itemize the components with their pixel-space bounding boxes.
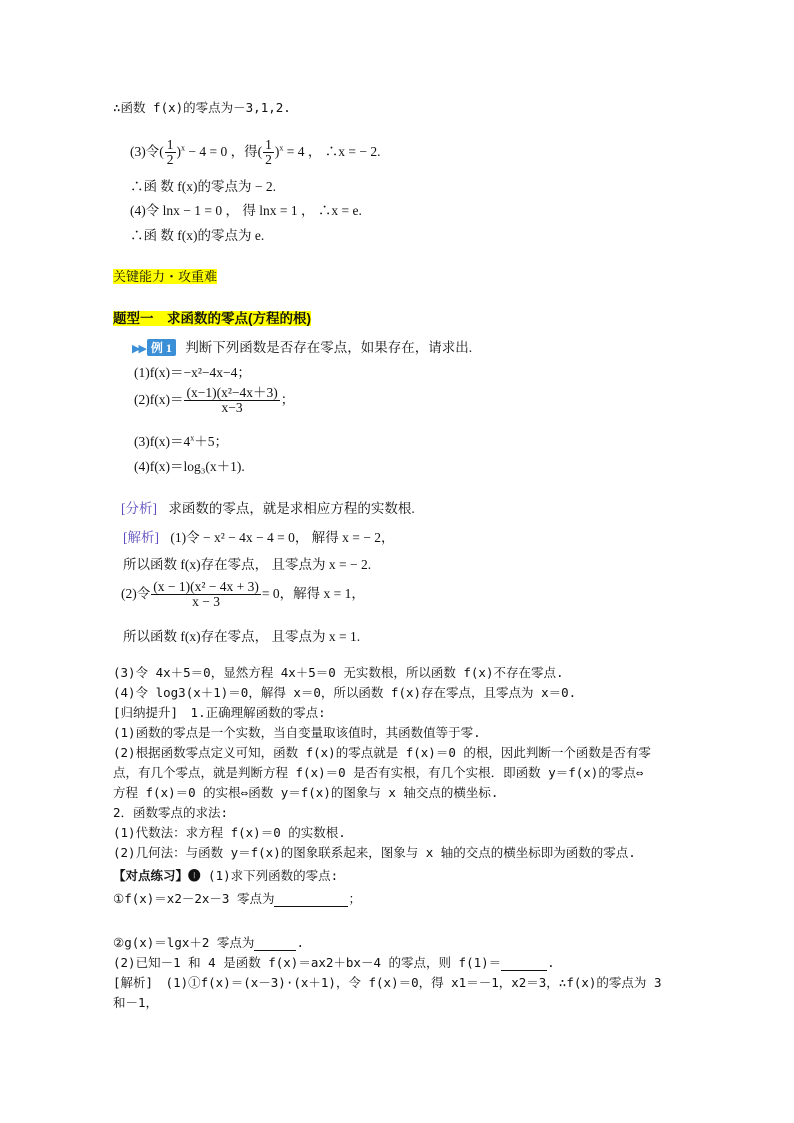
example-f1: (1)f(x)＝−x²−4x−4；	[134, 365, 251, 380]
example-f2: (2)f(x)＝ $\frac{\text{(x−1)(x²−4x＋3)}}{x-3}$ ；	[134, 385, 295, 416]
practice-q3: (2)已知－1 和 4 是函数 f(x)＝ax2＋bx－4 的零点，则 f(1)＝ .	[113, 955, 555, 970]
body-line: (1)代数法：求方程 f(x)＝0 的实数根.	[113, 825, 346, 840]
practice-q2: ②g(x)＝lgx＋2 零点为 .	[113, 935, 304, 950]
body-line: 方程 f(x)＝0 的实根⇔函数 y＝f(x)的图象与 x 轴交点的横坐标.	[113, 785, 499, 800]
roots-conclusion: ∴函数 f(x)的零点为－3,1,2.	[113, 100, 291, 115]
solution-s2: (2)令 $\frac{\text{(x − 1)(x² − 4x + 3)}}{x - 3}$ = 0，解得 x = 1，	[121, 579, 365, 610]
item3-line: (3)令( $\frac{1}{2}$ )$^x$ − 4 = 0 ，得( $\frac{1}{2}$ )$^x$ = 4 ， ∴x = − 2.	[130, 137, 381, 168]
body-line: (4)令 log3(x＋1)＝0，解得 x＝0，所以函数 f(x)存在零点，且零点为 x＝0.	[113, 685, 577, 700]
item3-conclusion: ∴函 数 f(x)的零点为 − 2.	[130, 179, 276, 194]
practice-heading-line: 【对点练习】❶ (1)求下列函数的零点:	[113, 868, 339, 883]
analysis-text: 求函数的零点，就是求相应方程的实数根.	[168, 501, 415, 516]
analysis-line	[121, 497, 415, 517]
example-f3: $(3)f(x)=4^x+5$；	[134, 433, 228, 449]
example-prompt: 判断下列函数是否存在零点，如果存在，请求出.	[185, 340, 473, 355]
item4-line: (4)令 lnx − 1 = 0 ， 得 lnx = 1 ， ∴x = e.	[130, 203, 362, 218]
body-line: 2．函数零点的求法:	[113, 805, 229, 820]
practice-solution-line1: [解析] (1)①f(x)＝(x－3)·(x＋1)，令 f(x)＝0，得 x1＝－1，x2＝3，∴f(x)的零点为 3	[113, 975, 662, 990]
practice-q1: ①f(x)＝x2－2x－3 零点为 ；	[113, 891, 361, 906]
solution-tag: [解析]	[123, 530, 159, 545]
item4-conclusion: ∴函 数 f(x)的零点为 e.	[130, 228, 265, 243]
body-line: [归纳提升] 1.正确理解函数的零点:	[113, 705, 326, 720]
answer-blank[interactable]	[254, 938, 296, 951]
practice-heading: 【对点练习】❶	[113, 868, 201, 883]
solution-line1: [解析] (1)令 − x² − 4x − 4 = 0， 解得 x = − 2，	[123, 530, 395, 545]
example-prompt-line	[132, 336, 472, 356]
body-line: (1)函数的零点是一个实数，当自变量取该值时，其函数值等于零.	[113, 725, 481, 740]
body-line: (2)几何法：与函数 y＝f(x)的图象联系起来，图象与 x 轴的交点的横坐标即为函数的零点.	[113, 845, 636, 860]
practice-solution-line2: 和－1，	[113, 995, 159, 1010]
solution-s2-conclusion: 所以函数 f(x)存在零点， 且零点为 x = 1.	[123, 629, 361, 644]
body-line: 点，有几个零点，就是判断方程 f(x)＝0 是否有实根，有几个实根．即函数 y＝f(x)的零点⇔	[113, 765, 644, 780]
example-f4: (4)f(x)＝log₃(x＋1).	[134, 459, 245, 474]
type-heading: 题型一 求函数的零点(方程的根)	[113, 311, 311, 326]
body-line: (2)根据函数零点定义可知，函数 f(x)的零点就是 f(x)＝0 的根，因此判断一个函数是否有零	[113, 745, 651, 760]
solution-s1-conclusion: 所以函数 f(x)存在零点， 且零点为 x = − 2.	[123, 557, 372, 572]
body-line: (3)令 4x＋5＝0，显然方程 4x＋5＝0 无实数根，所以函数 f(x)不存在零点.	[113, 665, 564, 680]
analysis-tag: [分析]	[121, 501, 157, 516]
section-title: 关键能力・攻重难	[113, 269, 218, 284]
answer-blank[interactable]	[274, 894, 348, 907]
answer-blank[interactable]	[501, 958, 547, 971]
double-arrow-icon: ▶▶	[132, 343, 145, 355]
example-badge: 例 1	[147, 339, 176, 356]
